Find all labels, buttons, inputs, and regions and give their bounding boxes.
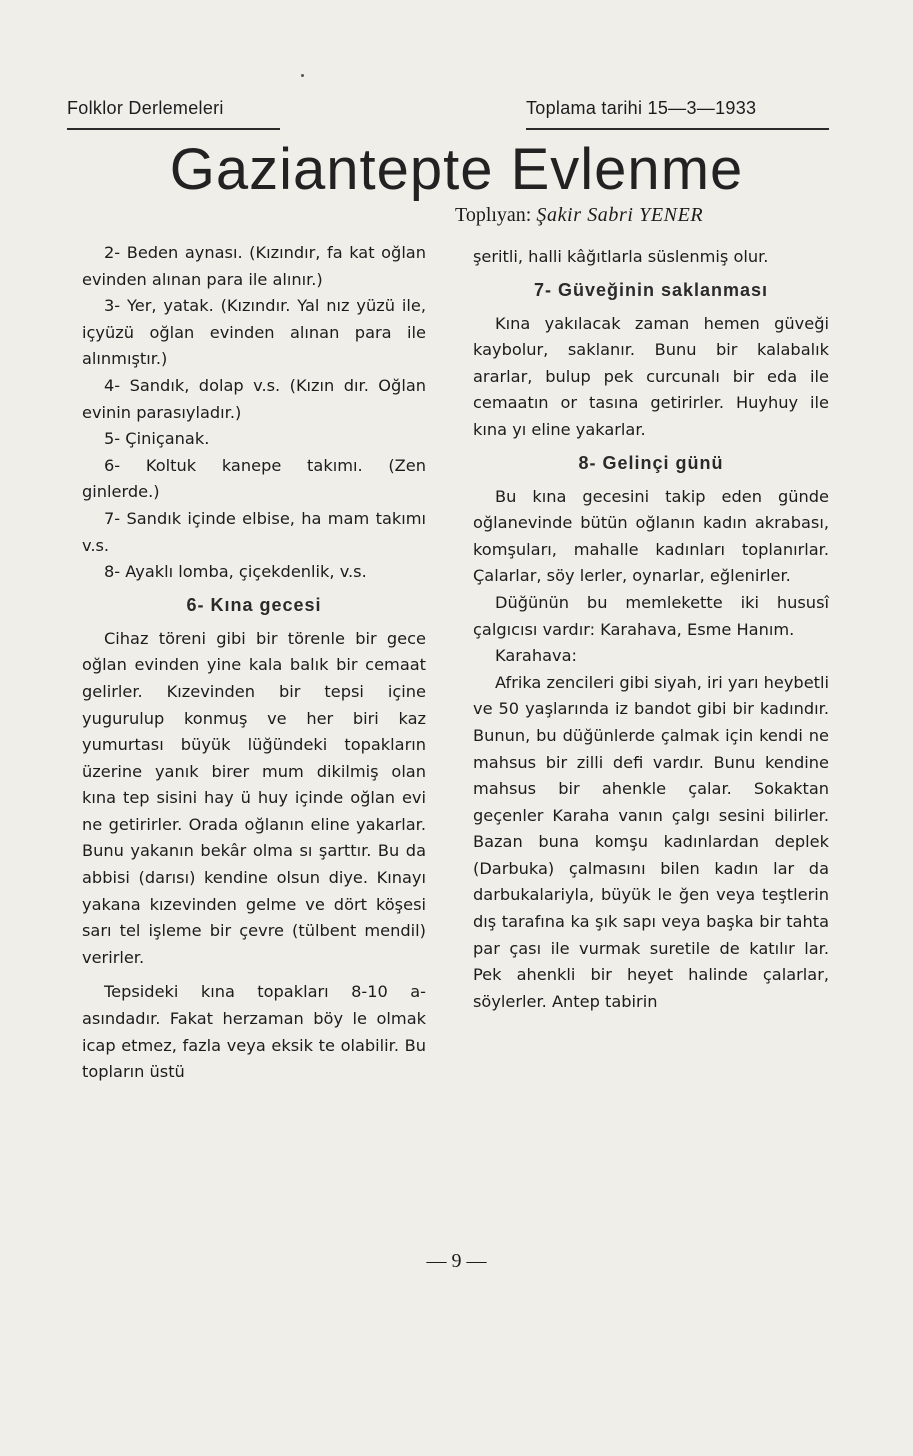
paragraph-gap [82,971,426,979]
page-number: — 9 — [426,1250,487,1272]
section-heading-guveginin-saklanmasi: 7- Güveğinin saklanması [533,279,769,300]
collector-line [455,204,703,227]
paragraph: Bu kına gecesini takip eden günde oğlanevinde bütün oğlanın kadın akrabası, komşuları, mahalle kadınları toplanırlar. Çalarlar, söy lerler, oynarlar, eğlenirler. [473,486,829,586]
paragraph: Düğünün bu memlekette iki hususî çalgıcısı vardır: Karahava, Esme Hanım. [473,592,829,639]
section-heading-kina-gecesi: 6- Kına gecesi [186,594,322,615]
section-heading-gelinci-gunu: 8- Gelinçi günü [578,452,724,473]
article-title: Gaziantepte Evlenme [169,137,744,202]
paragraph: şeritli, halli kâğıtlarla süslenmiş olur. [473,247,769,266]
paragraph: Afrika zencileri gibi siyah, iri yarı heybetli ve 50 yaşlarında iz bandot gibi bir kadındır. Bunun, bu düğünlerde çalmak için kendi ne mahsus bir zilli defi vardır. Bunu kendine mahsus bir ahenkle çalar. Sokaktan geçenler Karaha vanın çalgı sesini bilirler. Bazan buna komşu kadınlardan deplek (Darbuka) çalmasını bilen kadın lar da darbukalariyla, büyük le ğen veya teştlerin dış tarafına ka şık sapı veya başka bir tahta par çası ile vurmak suretile de katılır lar. Pek ahenkli bir heyet halinde çalarlar, söylerler. Antep tabirin [473,672,830,1011]
list-item: 5- Çiniçanak. [104,429,210,449]
collection-date: Toplama tarihi 15—3—1933 [526,98,757,118]
list-item: 7- Sandık içinde elbise, ha mam takımı v.s. [82,508,426,555]
paragraph: Kına yakılacak zaman hemen güveği kaybolur, saklanır. Bunu bir kalabalık ararlar, bulup pek curcunalı bir eda ile cemaatın or tasına getirirler. Huyhuy ile kına yı eline yakarlar. [473,313,829,439]
paragraph: Cihaz töreni gibi bir törenle bir gece oğlan evinden yine kala balık bir cemaat gelirler. Kızevinden bir tepsi içine yugurulup konmuş ve her biri kaz yumurtası büyük lüğündeki topakların üzerine yanık birer mum dikilmiş olan kına tep sisini hay ü huy içinde oğlan evi ne getirirler. Orada oğlanın eline yakarlar. Bunu yakanın bekâr olma sı şarttır. Bu da abbisi (darısı) kendine olsun diye. Kınayı yakana kızevinden gelme ve dört köşesi sarı tel işleme bir çevre (tülbent mendil) verirler. [82,628,426,967]
left-column [82,240,426,1086]
list-item: 3- Yer, yatak. (Kızındır. Yal nız yüzü ile, içyüzü oğlan evinden alınan para ile alınmıştır.) [82,296,426,369]
header-rule-left [67,128,280,130]
right-column [473,244,829,1015]
list-item: 4- Sandık, dolap v.s. (Kızın dır. Oğlan evinin parasıyladır.) [82,375,426,422]
paragraph: Karahava: [495,646,577,666]
list-item: 8- Ayaklı lomba, çiçekdenlik, v.s. [104,562,367,582]
journal-title: Folklor Derlemeleri [67,98,224,118]
ink-speck [301,74,304,77]
collector-name: Şakir Sabri YENER [536,204,704,226]
header-rule-right [526,128,829,130]
collector-label: Toplıyan: [455,204,532,226]
paragraph: Tepsideki kına topakları 8-10 a-asındadır. Fakat herzaman böy le olmak icap etmez, fazla veya eksik te olabilir. Bu topların üstü [82,982,426,1082]
list-item: 6- Koltuk kanepe takımı. (Zen ginlerde.) [82,455,426,502]
list-item: 2- Beden aynası. (Kızındır, fa kat oğlan evinden alınan para ile alınır.) [82,243,426,289]
